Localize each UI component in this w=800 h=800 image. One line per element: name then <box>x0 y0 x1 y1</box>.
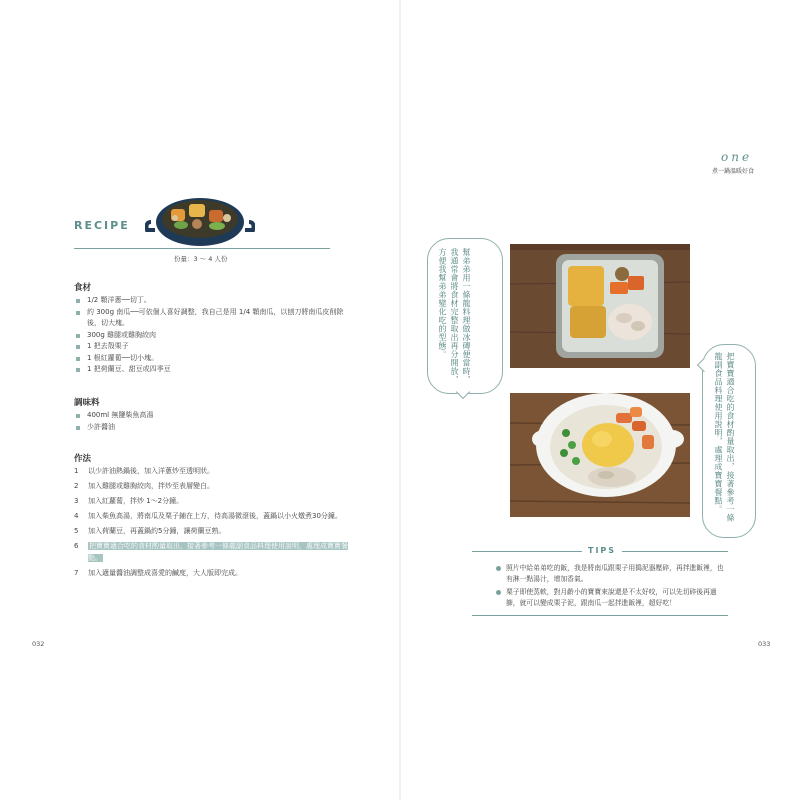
step-number: 3 <box>74 497 79 505</box>
method-step <box>74 496 358 508</box>
step-text-highlighted: 把寶寶適合吃的食材酌量取出，接著參考一條龍副食品料理使用說明，處理成寶寶餐點。 <box>88 542 348 562</box>
step-number: 7 <box>74 568 79 577</box>
recipe-title: RECIPE <box>74 219 130 232</box>
seasonings-heading: 調味料 <box>74 398 100 408</box>
chapter-subtitle: 煮一鍋溫暖好食 <box>712 168 755 175</box>
tip-item: 栗子即使蒸軟，對月齡小的寶寶來說還是不太好咬，可以先切碎後再過篩，就可以變成栗子泥，跟南瓜一起拌進飯裡，超好吃！ <box>496 587 728 609</box>
bento-box-photo <box>510 244 690 368</box>
method-steps <box>74 466 358 583</box>
stew-pot-image <box>145 192 255 250</box>
method-step <box>74 466 358 478</box>
servings-text: 份量：3 ～ 4 人份 <box>174 255 228 263</box>
method-step <box>74 568 358 580</box>
step-number: 5 <box>74 527 79 535</box>
ingredient-item: 1 根紅蘿蔔──切小塊。 <box>74 353 344 365</box>
bubble-1-text: 幫弟弟用一條龍料理做冰磚便當時，我通常會將食材完整取出再分開放，方便我幫弟弟變化吃的型態。 <box>438 248 471 384</box>
step-text: 加入雞腿或雞胸絞肉，拌炒至表層變白。 <box>88 482 214 490</box>
ingredient-item: 300g 雞腿或雞胸絞肉 <box>74 330 344 342</box>
tips-divider-bottom <box>472 615 728 616</box>
ingredient-item: 約 300g 南瓜──可依個人喜好調整，我自己是用 1/4 顆南瓜，以刨刀將南瓜皮削除後，切大塊。 <box>74 307 344 330</box>
page-number-left: 032 <box>32 640 45 648</box>
tips-heading: TIPS <box>582 546 622 555</box>
step-text: 加入適量醬油調整成喜愛的鹹度，大人版即完成。 <box>88 568 242 577</box>
page-number-right: 033 <box>758 640 771 648</box>
seasoning-item: 400ml 無鹽柴魚高湯 <box>74 410 344 422</box>
ingredient-item: 1 把去殼栗子 <box>74 341 344 353</box>
tip-item: 照片中給弟弟吃的飯，我是將南瓜跟栗子用搗泥器壓碎，再拌進飯裡，也有淋一點湯汁，增加香氣。 <box>496 563 728 585</box>
seasonings-list <box>74 410 344 433</box>
method-step <box>74 541 358 564</box>
chapter-logo: one <box>721 150 753 164</box>
ingredients-heading: 食材 <box>74 283 92 293</box>
method-step <box>74 511 358 523</box>
step-number: 6 <box>74 542 79 550</box>
tips-list <box>496 563 728 611</box>
method-step <box>74 526 358 538</box>
recipe-divider <box>74 248 330 249</box>
ingredients-list <box>74 295 344 376</box>
seasoning-item: 少許醬油 <box>74 422 344 434</box>
step-text: 加入紅蘿蔔，拌炒 1～2分鐘。 <box>88 497 184 505</box>
step-number: 4 <box>74 512 79 520</box>
step-text: 以少許油熱鍋後，加入洋蔥炒至透明狀。 <box>88 467 214 475</box>
kids-bowl-photo <box>510 393 690 517</box>
method-heading: 作法 <box>74 454 92 464</box>
step-number: 2 <box>74 482 79 490</box>
bubble-2-text: 把寶寶適合吃的食材酌量取出，接著參考一條龍副食品料理使用說明，處理成寶寶餐點。 <box>714 352 735 522</box>
ingredient-item: 1/2 顆洋蔥──切丁。 <box>74 295 344 307</box>
step-text: 加入柴魚高湯，將南瓜及栗子鋪在上方，待高湯微滾後，蓋鍋以小火燉煮30分鐘。 <box>88 512 342 520</box>
step-number: 1 <box>74 467 79 475</box>
step-text: 加入荷蘭豆，再蓋鍋約5分鐘，讓荷蘭豆熟。 <box>88 527 226 535</box>
ingredient-item: 1 把荷蘭豆、甜豆或四季豆 <box>74 364 344 376</box>
method-step <box>74 481 358 493</box>
